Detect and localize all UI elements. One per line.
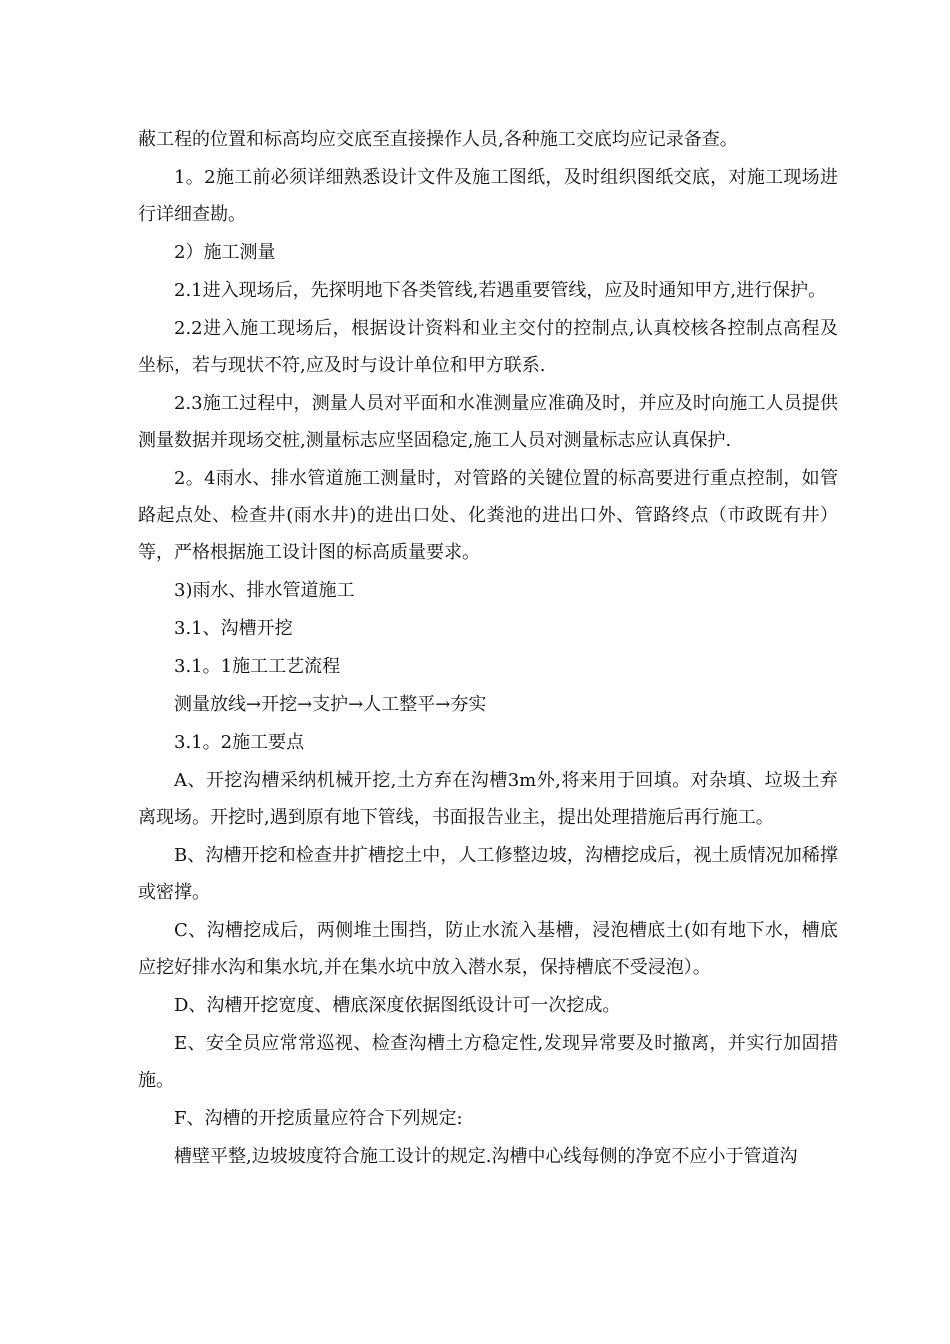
paragraph: 2.2进入施工现场后，根据设计资料和业主交付的控制点,认真校核各控制点高程及坐标，若与现状不符,应及时与设计单位和甲方联系. — [138, 318, 838, 376]
paragraph: 槽壁平整,边坡坡度符合施工设计的规定.沟槽中心线每侧的净宽不应小于管道沟 — [174, 1146, 798, 1167]
paragraph: 1。2施工前必须详细熟悉设计文件及施工图纸，及时组织图纸交底，对施工现场进行详细查勘。 — [138, 167, 838, 225]
paragraph: 蔽工程的位置和标高均应交底至直接操作人员,各种施工交底均应记录备查。 — [138, 129, 738, 150]
section-heading: 2）施工测量 — [174, 242, 276, 263]
subsection-heading: 3.1。1施工工艺流程 — [174, 656, 341, 677]
paragraph: 2.3施工过程中，测量人员对平面和水准测量应准确及时，并应及时向施工人员提供测量数据并现场交桩,测量标志应坚固稳定,施工人员对测量标志应认真保护. — [138, 393, 838, 451]
paragraph: D、沟槽开挖宽度、槽底深度依据图纸设计可一次挖成。 — [174, 995, 621, 1016]
paragraph: A、开挖沟槽采纳机械开挖,土方弃在沟槽3m外,将来用于回填。对杂填、垃圾土弃离现场。开挖时,遇到原有地下管线，书面报告业主，提出处理措施后再行施工。 — [138, 770, 838, 828]
paragraph: B、沟槽开挖和检查井扩槽挖土中，人工修整边坡，沟槽挖成后，视土质情况加稀撑或密撑。 — [138, 845, 838, 903]
paragraph: 2。4雨水、排水管道施工测量时，对管路的关键位置的标高要进行重点控制，如管路起点处、检查井(雨水井)的进出口处、化粪池的进出口外、管路终点（市政既有井）等，严格根据施工设计图的标高质量要求。 — [138, 468, 838, 563]
paragraph: E、安全员应常常巡视、检查沟槽土方稳定性,发现异常要及时撤离，并实行加固措施。 — [138, 1033, 838, 1091]
process-flow: 测量放线→开挖→支护→人工整平→夯实 — [174, 694, 487, 715]
section-heading: 3)雨水、排水管道施工 — [174, 580, 355, 601]
paragraph: C、沟槽挖成后，两侧堆土围挡，防止水流入基槽，浸泡槽底土(如有地下水，槽底应挖好排水沟和集水坑,并在集水坑中放入潜水泵，保持槽底不受浸泡）。 — [138, 920, 838, 978]
paragraph: 2.1进入现场后，先探明地下各类管线,若遇重要管线，应及时通知甲方,进行保护。 — [174, 280, 827, 301]
subsection-heading: 3.1、沟槽开挖 — [174, 618, 293, 639]
paragraph: F、沟槽的开挖质量应符合下列规定: — [174, 1108, 463, 1129]
subsection-heading: 3.1。2施工要点 — [174, 732, 305, 753]
document-body — [138, 121, 838, 1176]
